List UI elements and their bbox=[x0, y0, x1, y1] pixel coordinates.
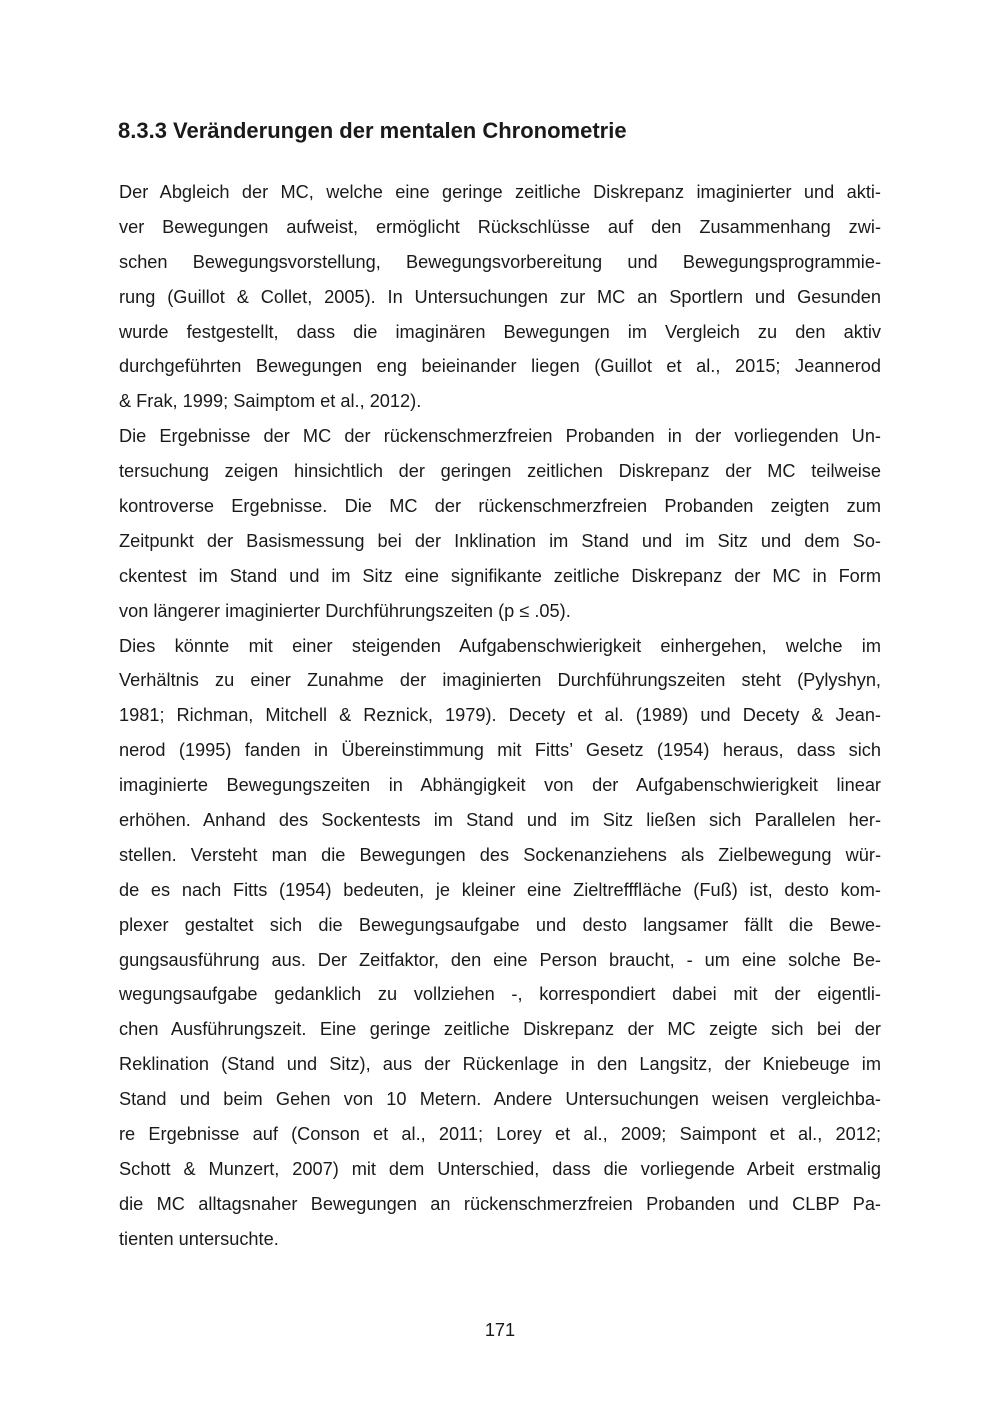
text-line: re Ergebnisse auf (Conson et al., 2011; Lorey et al., 2009; Saimpont et al., 2012; bbox=[119, 1124, 881, 1145]
paragraph-2 bbox=[119, 419, 881, 628]
text-line: Die Ergebnisse der MC der rückenschmerzfreien Probanden in der vorliegenden Un- bbox=[119, 426, 881, 447]
text-line: de es nach Fitts (1954) bedeuten, je kleiner eine Zieltrefffläche (Fuß) ist, desto kom- bbox=[119, 879, 881, 900]
text-line: durchgeführten Bewegungen eng beieinander liegen (Guillot et al., 2015; Jeannerod bbox=[119, 356, 881, 377]
text-line: Schott & Munzert, 2007) mit dem Unterschied, dass die vorliegende Arbeit erstmalig bbox=[119, 1158, 881, 1179]
text-line: & Frak, 1999; Saimptom et al., 2012). bbox=[119, 391, 422, 412]
paragraph-1 bbox=[119, 175, 881, 419]
text-line: erhöhen. Anhand des Sockentests im Stand und im Sitz ließen sich Parallelen her- bbox=[119, 810, 881, 831]
text-line: Reklination (Stand und Sitz), aus der Rückenlage in den Langsitz, der Kniebeuge im bbox=[119, 1054, 881, 1075]
text-line: kontroverse Ergebnisse. Die MC der rückenschmerzfreien Probanden zeigten zum bbox=[119, 496, 881, 517]
paragraph-3 bbox=[119, 629, 881, 1257]
text-line: ckentest im Stand und im Sitz eine signifikante zeitliche Diskrepanz der MC in Form bbox=[119, 565, 881, 586]
text-line: chen Ausführungszeit. Eine geringe zeitliche Diskrepanz der MC zeigte sich bei der bbox=[119, 1019, 881, 1040]
text-line: Dies könnte mit einer steigenden Aufgabenschwierigkeit einhergehen, welche im bbox=[119, 635, 881, 656]
text-line: gungsausführung aus. Der Zeitfaktor, den eine Person braucht, - um eine solche Be- bbox=[119, 949, 881, 970]
text-line: imaginierte Bewegungszeiten in Abhängigkeit von der Aufgabenschwierigkeit linear bbox=[119, 775, 881, 796]
text-line: wegungsaufgabe gedanklich zu vollziehen -, korrespondiert dabei mit der eigentli- bbox=[119, 984, 881, 1005]
text-line: rung (Guillot & Collet, 2005). In Untersuchungen zur MC an Sportlern und Gesunden bbox=[119, 286, 881, 307]
text-line: ver Bewegungen aufweist, ermöglicht Rückschlüsse auf den Zusammenhang zwi- bbox=[119, 216, 881, 237]
text-line: tienten untersuchte. bbox=[119, 1228, 279, 1249]
text-line: Stand und beim Gehen von 10 Metern. Andere Untersuchungen weisen vergleichba- bbox=[119, 1089, 881, 1110]
text-line: plexer gestaltet sich die Bewegungsaufgabe und desto langsamer fällt die Bewe- bbox=[119, 914, 881, 935]
text-line: wurde festgestellt, dass die imaginären Bewegungen im Vergleich zu den aktiv bbox=[119, 321, 881, 342]
text-line: Der Abgleich der MC, welche eine geringe zeitliche Diskrepanz imaginierter und akti- bbox=[119, 182, 881, 202]
text-line: Verhältnis zu einer Zunahme der imaginierten Durchführungszeiten steht (Pylyshyn, bbox=[119, 670, 881, 691]
text-line: nerod (1995) fanden in Übereinstimmung mit Fitts’ Gesetz (1954) heraus, dass sich bbox=[119, 740, 881, 761]
text-line: schen Bewegungsvorstellung, Bewegungsvorbereitung und Bewegungsprogrammie- bbox=[119, 251, 881, 272]
text-line: die MC alltagsnaher Bewegungen an rückenschmerzfreien Probanden und CLBP Pa- bbox=[119, 1193, 881, 1214]
page-number: 171 bbox=[484, 1320, 516, 1340]
text-line: von längerer imaginierter Durchführungszeiten (p ≤ .05). bbox=[119, 600, 571, 621]
text-line: 1981; Richman, Mitchell & Reznick, 1979). Decety et al. (1989) und Decety & Jean- bbox=[119, 705, 881, 726]
text-line: stellen. Versteht man die Bewegungen des Sockenanziehens als Zielbewegung wür- bbox=[119, 844, 881, 865]
body-text bbox=[119, 175, 881, 1257]
section-heading: 8.3.3 Veränderungen der mentalen Chronometrie bbox=[118, 118, 627, 143]
text-line: Zeitpunkt der Basismessung bei der Inklination im Stand und im Sitz und dem So- bbox=[119, 530, 881, 551]
text-line: tersuchung zeigen hinsichtlich der geringen zeitlichen Diskrepanz der MC teilweise bbox=[119, 461, 881, 482]
